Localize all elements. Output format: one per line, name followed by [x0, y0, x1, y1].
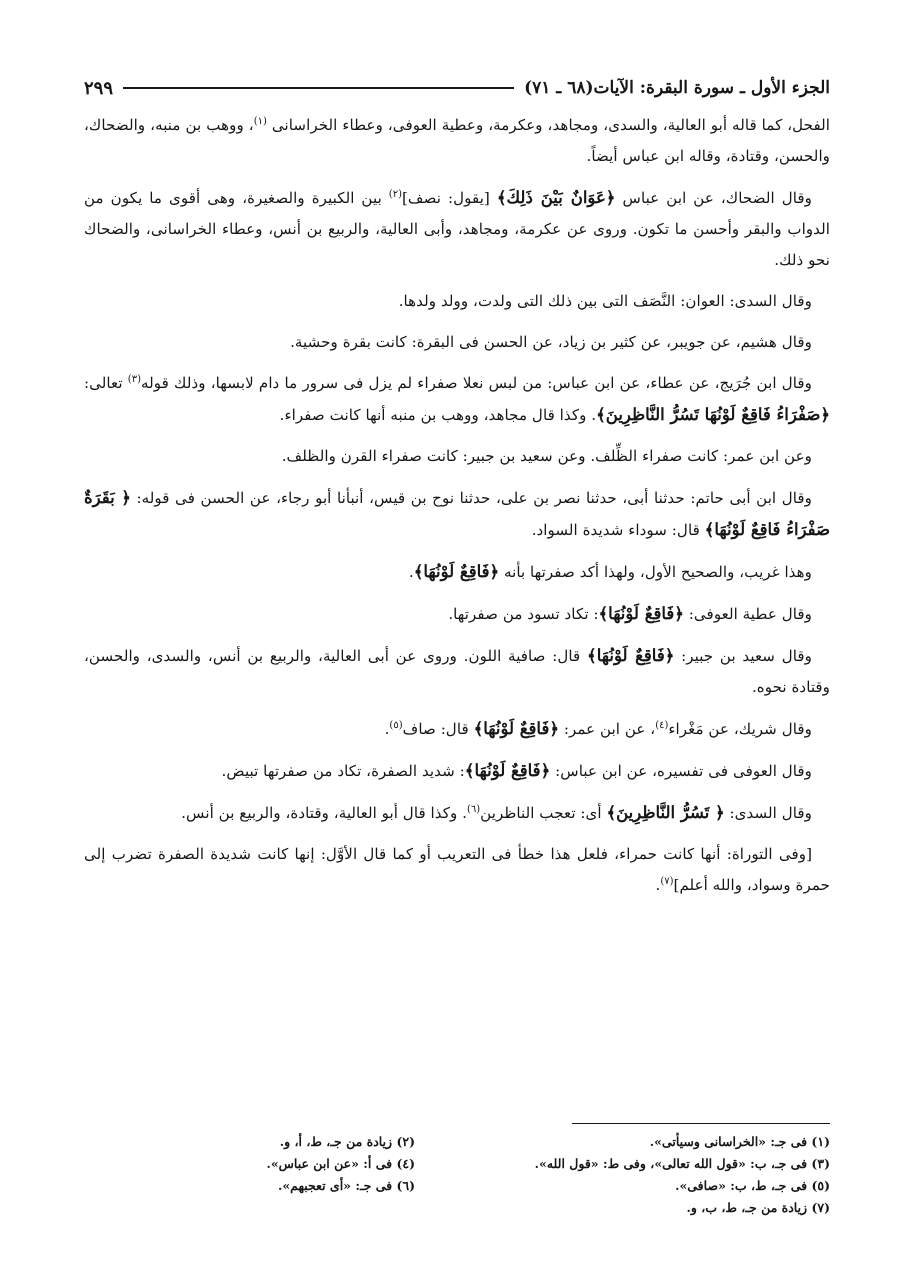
quran-verse: ﴿فَاقِعٌ لَوْنُهَا﴾	[473, 719, 560, 738]
document-page	[84, 70, 831, 1215]
paragraph: وقال الضحاك، عن ابن عباس ﴿عَوَانٌ بَيْنَ ذَلِكَ﴾ [يقول: نصف]$^{(٢)}$ بين الكبيرة والصغيرة، وهى أقوى ما يكون من الدواب والبقر وأحسن ما تكون. وروى عن عكرمة، ومجاهد، وأبى العالية، والربيع بن أنس، وعطاء الخراسانى، والضحاك نحو ذلك.	[84, 188, 830, 269]
paragraph: وقال ابن أبى حاتم: حدثنا أبى، حدثنا نصر بن على، حدثنا نوح بن قيس، أنبأنا أبو رجاء، عن الحسن فى قوله: ﴿ بَقَرَةٌ صَفْرَاءُ فَاقِعٌ لَوْنُهَا﴾ قال: سوداء شديدة السواد.	[84, 488, 830, 539]
footnote: (٤) فى أ: «عن ابن عباس».	[266, 1156, 415, 1171]
footnote-ref: (٤)	[655, 719, 669, 731]
paragraph: وقال شريك، عن مَغْراء$^{(٤)}$، عن ابن عمر: ﴿فَاقِعٌ لَوْنُهَا﴾ قال: صاف$^{(٥)}$.	[384, 719, 812, 738]
footnote-ref: (٦)	[466, 803, 481, 815]
page-header	[84, 70, 830, 106]
footnote: (٢) زيادة من جـ، ط، أ، و.	[279, 1134, 415, 1149]
header-rule	[123, 87, 514, 89]
footnote-ref: (١)	[253, 115, 267, 127]
paragraph: وقال سعيد بن جبير: ﴿فَاقِعٌ لَوْنُهَا﴾ قال: صافية اللون. وروى عن أبى العالية، والربيع بن أنس، والسدى، والحسن، وقتادة نحوه.	[84, 646, 830, 696]
footnote: (٦) فى جـ: «أى تعجبهم».	[277, 1178, 415, 1193]
paragraph: وقال عطية العوفى: ﴿فَاقِعٌ لَوْنُهَا﴾: تكاد تسود من صفرتها.	[448, 604, 812, 623]
quran-verse: ﴿صَفْرَاءُ فَاقِعٌ لَوْنُهَا تَسُرُّ النَّاظِرِينَ﴾	[596, 405, 830, 424]
paragraph: وعن ابن عمر: كانت صفراء الظِّلف. وعن سعيد بن جبير: كانت صفراء القرن والظلف.	[281, 447, 812, 465]
footnote-ref: (٣)	[127, 373, 141, 385]
paragraph: وقال ابن جُرَيج، عن عطاء، عن ابن عباس: من لبس نعلا صفراء لم يزل فى سرور ما دام لابسها، وذلك قوله$^{(٣)}$ تعالى: ﴿صَفْرَاءُ فَاقِعٌ لَوْنُهَا تَسُرُّ النَّاظِرِينَ﴾. وكذا قال مجاهد، ووهب بن منبه أنها كانت صفراء.	[84, 373, 830, 424]
footnote: (٣) فى جـ، ب: «قول الله تعالى»، وفى ط: «قول الله».	[534, 1156, 830, 1171]
footnote: (٥) فى جـ، ط، ب: «صافى».	[675, 1178, 830, 1193]
body-text	[84, 110, 830, 901]
quran-verse: ﴿فَاقِعٌ لَوْنُهَا﴾	[413, 562, 500, 581]
paragraph: وهذا غريب، والصحيح الأول، ولهذا أكد صفرتها بأنه ﴿فَاقِعٌ لَوْنُهَا﴾.	[408, 562, 812, 581]
paragraph: وقال السدى: ﴿ تَسُرُّ النَّاظِرِينَ﴾ أى: تعجب الناظرين$^{(٦)}$. وكذا قال أبو العالية، وقتادة، والربيع بن أنس.	[181, 803, 812, 822]
quran-verse: ﴿ تَسُرُّ النَّاظِرِينَ﴾	[606, 803, 725, 822]
quran-verse: ﴿عَوَانٌ بَيْنَ ذَلِكَ﴾	[496, 188, 616, 207]
quran-verse: ﴿فَاقِعٌ لَوْنُهَا﴾	[464, 761, 551, 780]
footnotes	[84, 1131, 830, 1219]
paragraph: الفحل، كما قاله أبو العالية، والسدى، ومجاهد، وعكرمة، وعطية العوفى، وعطاء الخراسانى $^{(١)}$، ووهب بن منبه، والضحاك، والحسن، وقتادة، وقاله ابن عباس أيضاً.	[84, 115, 831, 165]
footnote-rule	[572, 1123, 830, 1124]
quran-verse: ﴿فَاقِعٌ لَوْنُهَا﴾	[598, 604, 684, 623]
paragraph: وقال السدى: العوان: النَّصَف التى بين ذلك التى ولدت، وولد ولدها.	[398, 292, 812, 310]
footnote: (٧) زيادة من جـ، ط، ب، و.	[686, 1200, 830, 1215]
footnote-ref: (٧)	[660, 875, 674, 887]
footnote-ref: (٥)	[389, 719, 403, 731]
quran-verse: ﴿فَاقِعٌ لَوْنُهَا﴾	[587, 646, 675, 665]
footnote: (١) فى جـ: «الخراسانى وسيأتى».	[649, 1134, 830, 1149]
running-title: الجزء الأول ـ سورة البقرة: الآيات(٦٨ ـ ٧١)	[524, 78, 830, 98]
paragraph: [وفى التوراة: أنها كانت حمراء، فلعل هذا خطأ فى التعريب أو كما قال الأوَّل: إنها كانت شديدة الصفرة تضرب إلى حمرة وسواد، والله أعلم]$^{(٧)}$.	[84, 845, 830, 894]
paragraph: وقال العوفى فى تفسيره، عن ابن عباس: ﴿فَاقِعٌ لَوْنُهَا﴾: شديد الصفرة، تكاد من صفرتها تبيض.	[221, 761, 812, 780]
quran-verse: ﴿ بَقَرَةٌ صَفْرَاءُ فَاقِعٌ لَوْنُهَا﴾	[84, 488, 830, 539]
footnote-ref: (٢)	[388, 188, 402, 200]
paragraph: وقال هشيم، عن جويبر، عن كثير بن زياد، عن الحسن فى البقرة: كانت بقرة وحشية.	[290, 333, 812, 351]
page-number: ٢٩٩	[84, 77, 114, 99]
